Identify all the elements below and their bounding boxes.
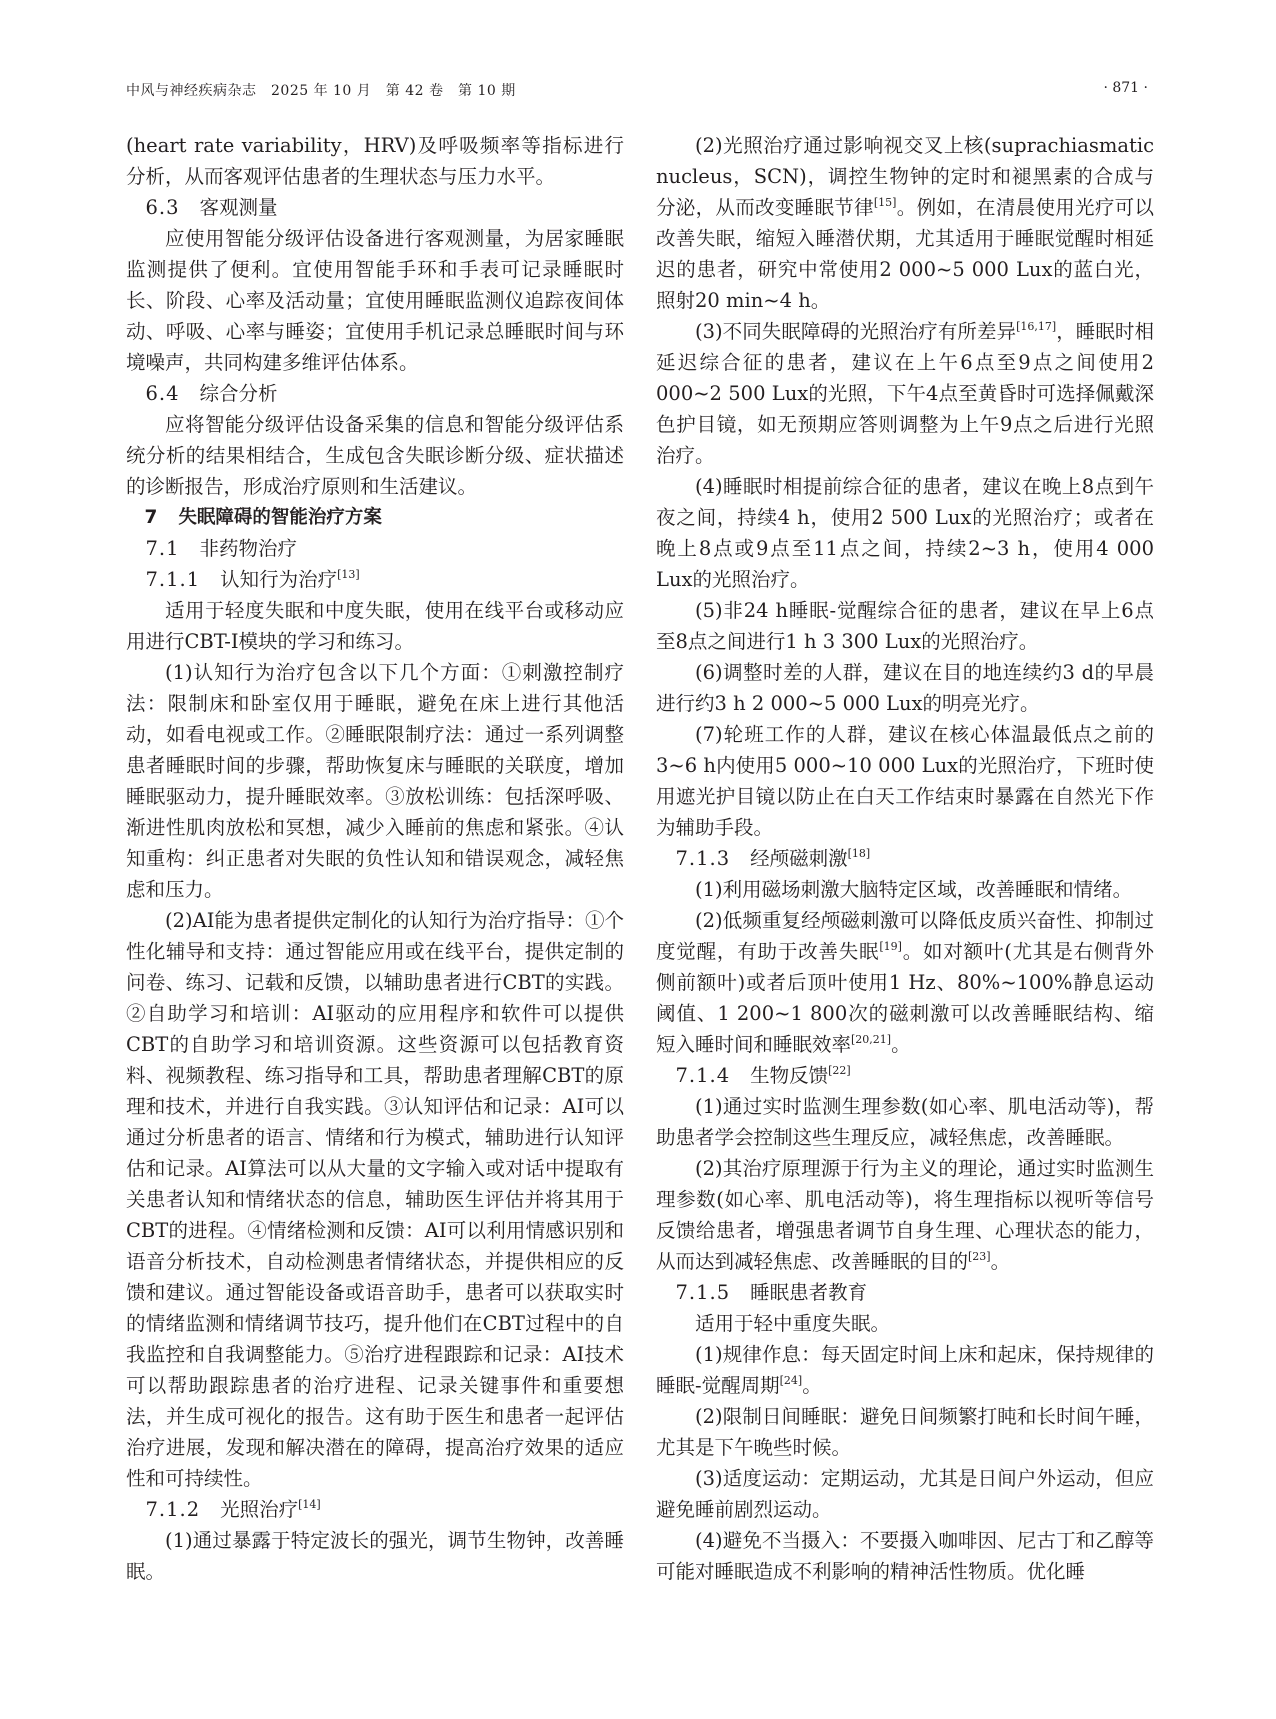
paragraph bbox=[656, 1525, 1154, 1587]
citation-ref: [14] bbox=[298, 1498, 321, 1511]
paragraph-text: (2)其治疗原理源于行为主义的理论，通过实时监测生理参数(如心率、肌电活动等)，将生理指标以视听等信号反馈给患者，增强患者调节自身生理、心理状态的能力，从而达到减轻焦虑、改善睡眠的目的 bbox=[656, 1157, 1154, 1273]
paragraph-text: (3)不同失眠障碍的光照治疗有所差异 bbox=[695, 320, 1017, 343]
paragraph bbox=[126, 223, 624, 378]
paragraph bbox=[656, 657, 1154, 719]
paragraph bbox=[656, 874, 1154, 905]
paragraph-text: (4)避免不当摄入：不要摄入咖啡因、尼古丁和乙醇等可能对睡眠造成不利影响的精神活性物质。优化睡 bbox=[656, 1529, 1154, 1583]
paragraph bbox=[656, 130, 1154, 316]
paragraph-text: (6)调整时差的人群，建议在目的地连续约3 d的早晨进行约3 h 2 000~5 000 Lux的明亮光疗。 bbox=[656, 661, 1154, 715]
citation-ref: [22] bbox=[828, 1064, 851, 1077]
section-title: 非药物治疗 bbox=[199, 537, 298, 560]
citation-ref: [24] bbox=[779, 1374, 803, 1387]
section-number: 6.3 bbox=[145, 196, 180, 219]
section-title: 生物反馈 bbox=[750, 1064, 829, 1087]
section-number: 7.1.5 bbox=[675, 1281, 731, 1304]
section-title: 认知行为治疗 bbox=[220, 568, 338, 591]
citation-ref: [19] bbox=[879, 940, 902, 953]
paragraph bbox=[126, 595, 624, 657]
right-column bbox=[656, 130, 1154, 1587]
paragraph bbox=[656, 1091, 1154, 1153]
paragraph-text: 。如对额叶(尤其是右侧背外侧前额叶)或者后顶叶使用1 Hz、80%~100%静息运动阈值、1 200~1 800次的磁刺激可以改善睡眠结构、缩短入睡时间和睡眠效率 bbox=[656, 940, 1154, 1056]
section-title: 经颅磁刺激 bbox=[750, 847, 848, 870]
paragraph-text: (1)规律作息：每天固定时间上床和起床，保持规律的睡眠-觉醒周期 bbox=[656, 1343, 1154, 1397]
citation-ref: [23] bbox=[968, 1250, 991, 1263]
citation-ref: [15] bbox=[873, 196, 897, 209]
paragraph-text: 。例如，在清晨使用光疗可以改善失眠，缩短入睡潜伏期，尤其适用于睡眠觉醒时相延迟的患者，研究中常使用2 000~5 000 Lux的蓝白光，照射20 min~4 h。 bbox=[656, 196, 1154, 312]
section-heading bbox=[126, 1494, 624, 1525]
paragraph bbox=[126, 1525, 624, 1587]
paragraph-text: 。 bbox=[990, 1250, 1011, 1273]
section-title: 光照治疗 bbox=[220, 1498, 299, 1521]
paragraph bbox=[126, 905, 624, 1494]
paragraph bbox=[656, 1401, 1154, 1463]
section-title: 综合分析 bbox=[199, 382, 278, 405]
paragraph-text: (5)非24 h睡眠-觉醒综合征的患者，建议在早上6点至8点之间进行1 h 3 300 Lux的光照治疗。 bbox=[656, 599, 1154, 653]
paragraph bbox=[656, 905, 1154, 1060]
paragraph-text: ，睡眠时相延迟综合征的患者，建议在上午6点至9点之间使用2 000~2 500 Lux的光照，下午4点至黄昏时可选择佩戴深色护目镜，如无预期应答则调整为上午9点之后进行光照治疗。 bbox=[656, 320, 1154, 467]
section-number: 7.1.4 bbox=[675, 1064, 731, 1087]
paragraph bbox=[656, 719, 1154, 843]
paragraph-text: (2)AI能为患者提供定制化的认知行为治疗指导：①个性化辅导和支持：通过智能应用或在线平台，提供定制的问卷、练习、记载和反馈，以辅助患者进行CBT的实践。②自助学习和培训：AI驱动的应用程序和软件可以提供CBT的自助学习和培训资源。这些资源可以包括教育资料、视频教程、练习指导和工具，帮助患者理解CBT的原理和技术，并进行自我实践。③认知评估和记录：AI可以通过分析患者的语言、情绪和行为模式，辅助进行认知评估和记录。AI算法可以从大量的文字输入或对话中提取有关患者认知和情绪状态的信息，辅助医生评估并将其用于CBT的进程。④情绪检测和反馈：AI可以利用情感识别和语音分析技术，自动检测患者情绪状态，并提供相应的反馈和建议。通过智能设备或语音助手，患者可以获取实时的情绪监测和情绪调节技巧，提升他们在CBT过程中的自我监控和自我调整能力。⑤治疗进程跟踪和记录：AI技术可以帮助跟踪患者的治疗进程、记录关键事件和重要想法，并生成可视化的报告。这有助于医生和患者一起评估治疗进展，发现和解决潜在的障碍，提高治疗效果的适应性和可持续性。 bbox=[126, 909, 624, 1490]
section-number: 7.1.3 bbox=[675, 847, 731, 870]
running-header bbox=[126, 80, 1148, 104]
section-number: 7.1.2 bbox=[145, 1498, 201, 1521]
paragraph bbox=[126, 130, 624, 192]
paragraph bbox=[656, 1463, 1154, 1525]
paragraph-text: (2)低频重复经颅磁刺激可以降低皮质兴奋性、抑制过度觉醒，有助于改善失眠 bbox=[656, 909, 1154, 963]
paragraph bbox=[656, 1308, 1154, 1339]
paragraph-text: 适用于轻中重度失眠。 bbox=[695, 1312, 891, 1335]
section-heading bbox=[656, 1060, 1154, 1091]
paragraph-text: (heart rate variability，HRV)及呼吸频率等指标进行分析，从而客观评估患者的生理状态与压力水平。 bbox=[126, 134, 624, 188]
section-heading bbox=[126, 378, 624, 409]
paragraph-text: (7)轮班工作的人群，建议在核心体温最低点之前的3~6 h内使用5 000~10 000 Lux的光照治疗，下班时使用遮光护目镜以防止在白天工作结束时暴露在自然光下作为辅助手段。 bbox=[656, 723, 1154, 839]
section-number: 6.4 bbox=[145, 382, 180, 405]
section-title: 客观测量 bbox=[199, 196, 278, 219]
left-column bbox=[126, 130, 624, 1587]
paragraph-text: 应将智能分级评估设备采集的信息和智能分级评估系统分析的结果相结合，生成包含失眠诊断分级、症状描述的诊断报告，形成治疗原则和生活建议。 bbox=[126, 413, 624, 498]
paragraph bbox=[656, 1153, 1154, 1277]
paragraph-text: 。 bbox=[891, 1033, 911, 1056]
section-heading bbox=[126, 564, 624, 595]
citation-ref: [16,17] bbox=[1016, 320, 1057, 333]
section-number: 7.1 bbox=[145, 537, 180, 560]
paragraph-text: 。 bbox=[802, 1374, 822, 1397]
paragraph bbox=[656, 471, 1154, 595]
citation-ref: [13] bbox=[337, 568, 360, 581]
citation-ref: [18] bbox=[847, 847, 871, 860]
paragraph-text: (1)利用磁场刺激大脑特定区域，改善睡眠和情绪。 bbox=[695, 878, 1133, 901]
section-number: 7.1.1 bbox=[145, 568, 201, 591]
section-heading bbox=[656, 1277, 1154, 1308]
paragraph-text: (3)适度运动：定期运动，尤其是日间户外运动，但应避免睡前剧烈运动。 bbox=[656, 1467, 1154, 1521]
paragraph-text: (1)通过实时监测生理参数(如心率、肌电活动等)，帮助患者学会控制这些生理反应，减轻焦虑，改善睡眠。 bbox=[656, 1095, 1154, 1149]
paragraph bbox=[126, 657, 624, 905]
paragraph-text: (2)光照治疗通过影响视交叉上核(suprachiasmatic nucleus，SCN)，调控生物钟的定时和褪黑素的合成与分泌，从而改变睡眠节律 bbox=[656, 134, 1154, 219]
paragraph bbox=[656, 595, 1154, 657]
paragraph-text: (1)认知行为治疗包含以下几个方面：①刺激控制疗法：限制床和卧室仅用于睡眠，避免在床上进行其他活动，如看电视或工作。②睡眠限制疗法：通过一系列调整患者睡眠时间的步骤，帮助恢复床与睡眠的关联度，增加睡眠驱动力，提升睡眠效率。③放松训练：包括深呼吸、渐进性肌肉放松和冥想，减少入睡前的焦虑和紧张。④认知重构：纠正患者对失眠的负性认知和错误观念，减轻焦虑和压力。 bbox=[126, 661, 624, 901]
paragraph-text: 适用于轻度失眠和中度失眠，使用在线平台或移动应用进行CBT-I模块的学习和练习。 bbox=[126, 599, 624, 653]
section-heading bbox=[126, 533, 624, 564]
section-number: 7 bbox=[144, 507, 159, 528]
paragraph-text: (1)通过暴露于特定波长的强光，调节生物钟，改善睡眠。 bbox=[126, 1529, 624, 1583]
paragraph-text: 应使用智能分级评估设备进行客观测量，为居家睡眠监测提供了便利。宜使用智能手环和手表可记录睡眠时长、阶段、心率及活动量；宜使用睡眠监测仪追踪夜间体动、呼吸、心率与睡姿；宜使用手机记录总睡眠时间与环境噪声，共同构建多维评估体系。 bbox=[126, 227, 624, 374]
paragraph bbox=[656, 316, 1154, 471]
page-number: · 871 · bbox=[1103, 80, 1148, 96]
paragraph-text: (4)睡眠时相提前综合征的患者，建议在晚上8点到午夜之间，持续4 h，使用2 500 Lux的光照治疗；或者在晚上8点或9点至11点之间，持续2~3 h，使用4 000 Lux的光照治疗。 bbox=[656, 475, 1154, 591]
citation-ref: [20,21] bbox=[851, 1033, 892, 1046]
section-title: 失眠障碍的智能治疗方案 bbox=[178, 507, 382, 528]
section-heading bbox=[126, 502, 624, 533]
paragraph-text: (2)限制日间睡眠：避免日间频繁打盹和长时间午睡，尤其是下午晚些时候。 bbox=[656, 1405, 1154, 1459]
paragraph bbox=[656, 1339, 1154, 1401]
section-title: 睡眠患者教育 bbox=[750, 1281, 868, 1304]
section-heading bbox=[656, 843, 1154, 874]
paragraph bbox=[126, 409, 624, 502]
section-heading bbox=[126, 192, 624, 223]
journal-info: 中风与神经疾病杂志 2025 年 10 月 第 42 卷 第 10 期 bbox=[126, 83, 516, 99]
